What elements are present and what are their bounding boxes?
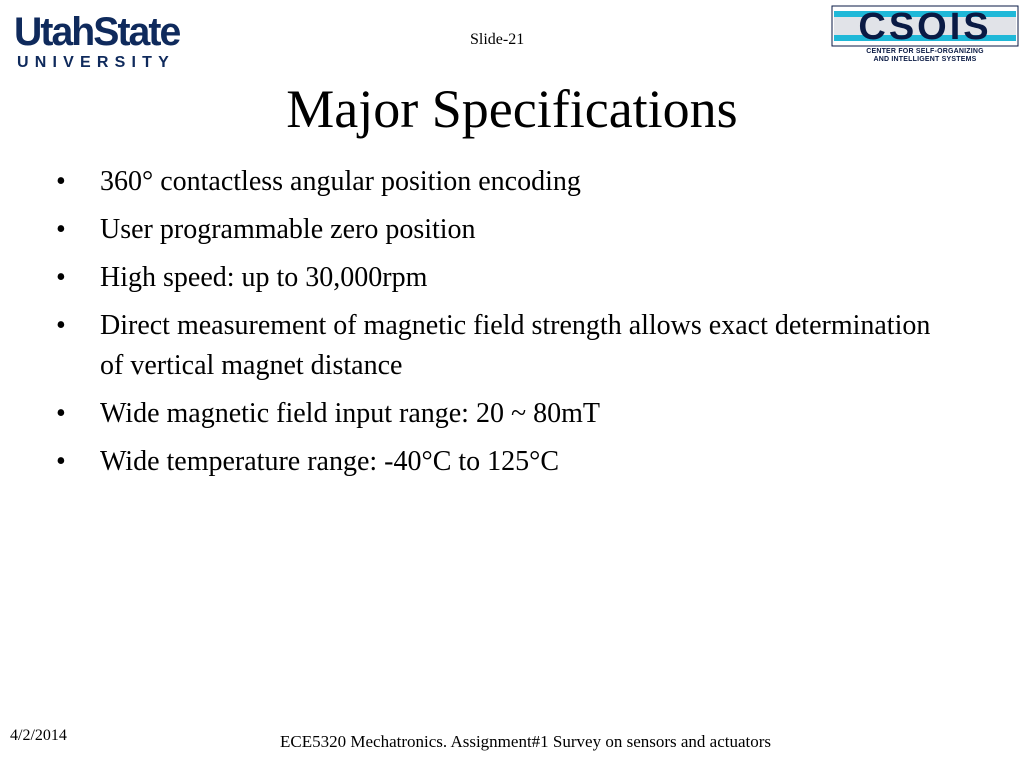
bullet-text: High speed: up to 30,000rpm — [100, 262, 428, 293]
bullet-item — [56, 258, 956, 298]
bullet-text: Wide temperature range: -40°C to 125°C — [100, 446, 560, 477]
usu-logo-wordmark: UtahState — [14, 10, 180, 54]
slide-title: Major Specifications — [286, 79, 738, 139]
bullet-marker: • — [56, 262, 66, 293]
usu-logo-subtitle: UNIVERSITY — [17, 54, 176, 71]
bullet-marker: • — [56, 214, 66, 245]
bullet-marker: • — [56, 166, 66, 197]
bullet-text: User programmable zero position — [100, 214, 476, 245]
footer-date: 4/2/2014 — [10, 727, 67, 744]
bullet-item — [56, 442, 956, 482]
bullet-item — [56, 210, 956, 250]
csois-logo-graphic — [830, 4, 1020, 48]
csois-logo-caption-line1: CENTER FOR SELF-ORGANIZING — [866, 48, 984, 55]
bullet-text: Wide magnetic field input range: 20 ~ 80mT — [100, 398, 600, 429]
bullet-marker: • — [56, 398, 66, 429]
bullet-marker: • — [56, 446, 66, 477]
bullet-list — [56, 162, 956, 490]
usu-logo — [14, 10, 200, 72]
csois-logo-wordmark: CSOIS — [858, 6, 992, 48]
slide-number: Slide-21 — [470, 31, 525, 48]
bullet-marker: • — [56, 310, 66, 341]
bullet-text: 360° contactless angular position encoding — [100, 166, 581, 197]
bullet-text: Direct measurement of magnetic field strength allows exact determination of vertical magnet distance — [100, 310, 931, 381]
csois-logo-caption — [830, 48, 1020, 64]
footer-text: ECE5320 Mechatronics. Assignment#1 Survey on sensors and actuators — [280, 732, 772, 751]
csois-logo-caption-line2: AND INTELLIGENT SYSTEMS — [873, 56, 977, 63]
bullet-item — [56, 162, 956, 202]
bullet-item — [56, 394, 956, 434]
bullet-item — [56, 306, 956, 386]
csois-logo — [830, 4, 1020, 66]
